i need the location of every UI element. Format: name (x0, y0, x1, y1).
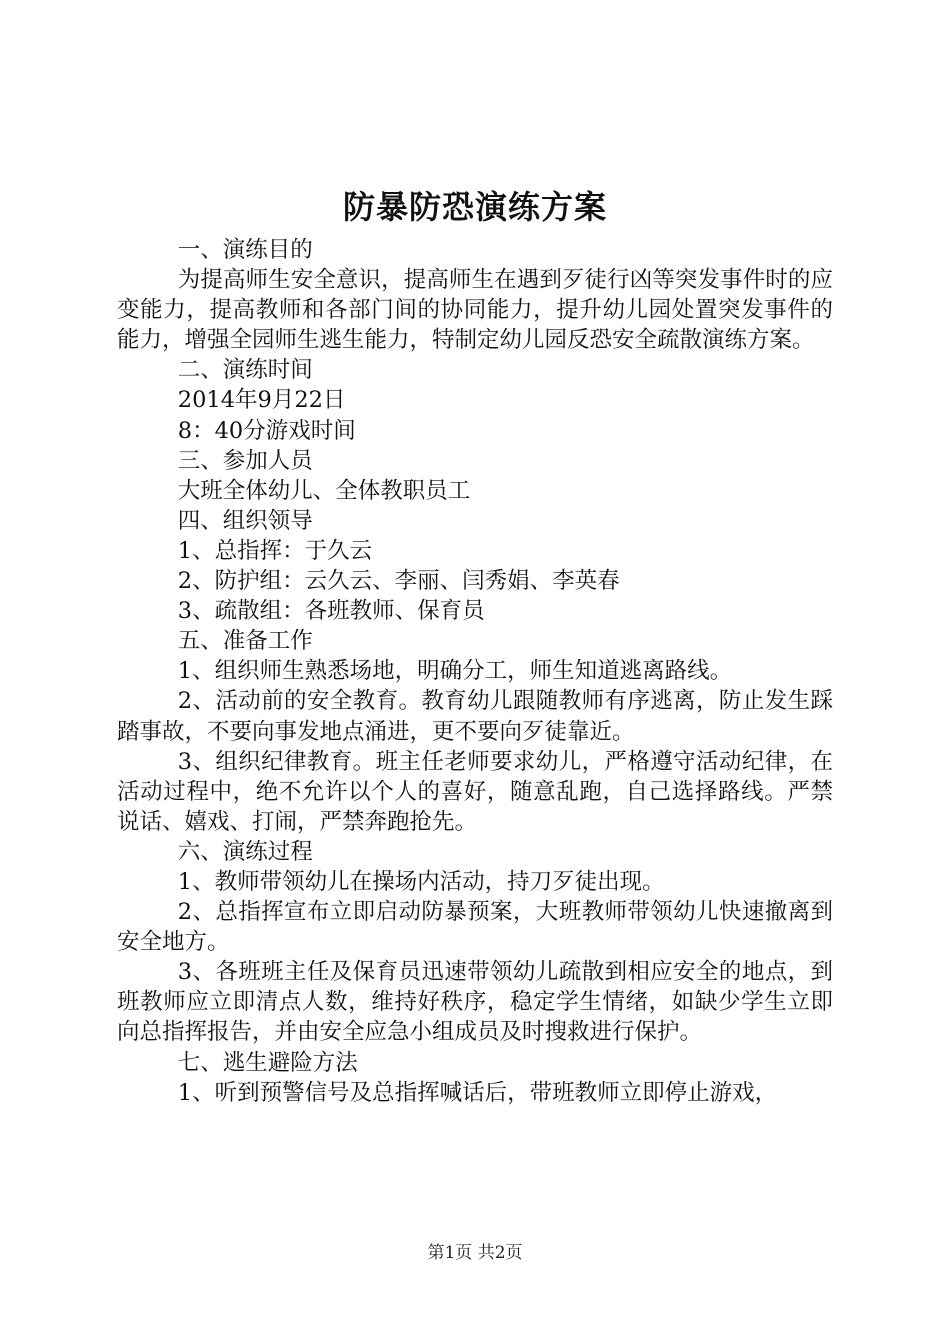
section-heading-leadership: 四、组织领导 (177, 507, 313, 534)
document-title: 防暴防恐演练方案 (342, 188, 607, 226)
preparation-item: 1、组织师生熟悉场地，明确分工，师生知道逃离路线。 (177, 658, 733, 685)
preparation-item: 2、活动前的安全教育。教育幼儿跟随教师有序逃离，防止发生踩踏事故，不要向事发地点涌进，更不要向歹徒靠近。 (117, 688, 833, 745)
purpose-paragraph: 为提高师生安全意识，提高师生在遇到歹徒行凶等突发事件时的应变能力，提高教师和各部门间的协同能力，提升幼儿园处置突发事件的能力，增强全园师生逃生能力，特制定幼儿园反恐安全疏散演练方案。 (117, 267, 833, 354)
drill-time: 8：40分游戏时间 (177, 417, 356, 444)
preparation-item: 3、组织纪律教育。班主任老师要求幼儿，严格遵守活动纪律，在活动过程中，绝不允许以个人的喜好，随意乱跑，自己选择路线。严禁说话、嬉戏、打闹，严禁奔跑抢先。 (117, 748, 833, 835)
leadership-item: 3、疏散组：各班教师、保育员 (177, 598, 485, 625)
section-heading-participants: 三、参加人员 (177, 447, 313, 474)
process-item: 3、各班班主任及保育员迅速带领幼儿疏散到相应安全的地点，到班教师应立即清点人数，维持好秩序，稳定学生情绪，如缺少学生立即向总指挥报告，并由安全应急小组成员及时搜救进行保护。 (117, 959, 833, 1046)
document-body (117, 235, 833, 1108)
section-heading-purpose: 一、演练目的 (177, 237, 313, 263)
section-heading-escape-methods: 七、逃生避险方法 (177, 1049, 358, 1076)
section-heading-preparation: 五、准备工作 (177, 628, 313, 655)
section-heading-time: 二、演练时间 (177, 357, 313, 384)
leadership-item: 2、防护组：云久云、李丽、闫秀娟、李英春 (177, 568, 620, 595)
page-footer: 第1页 共2页 (427, 1243, 523, 1263)
process-item: 2、总指挥宣布立即启动防暴预案，大班教师带领幼儿快速撤离到安全地方。 (117, 899, 833, 956)
leadership-item: 1、总指挥：于久云 (177, 537, 373, 564)
section-heading-process: 六、演练过程 (177, 838, 313, 865)
drill-date: 2014年9月22日 (177, 387, 346, 414)
participants-text: 大班全体幼儿、全体教职员工 (177, 477, 471, 504)
process-item: 1、教师带领幼儿在操场内活动，持刀歹徒出现。 (177, 868, 665, 895)
escape-method-item: 1、听到预警信号及总指挥喊话后，带班教师立即停止游戏， (177, 1079, 778, 1106)
